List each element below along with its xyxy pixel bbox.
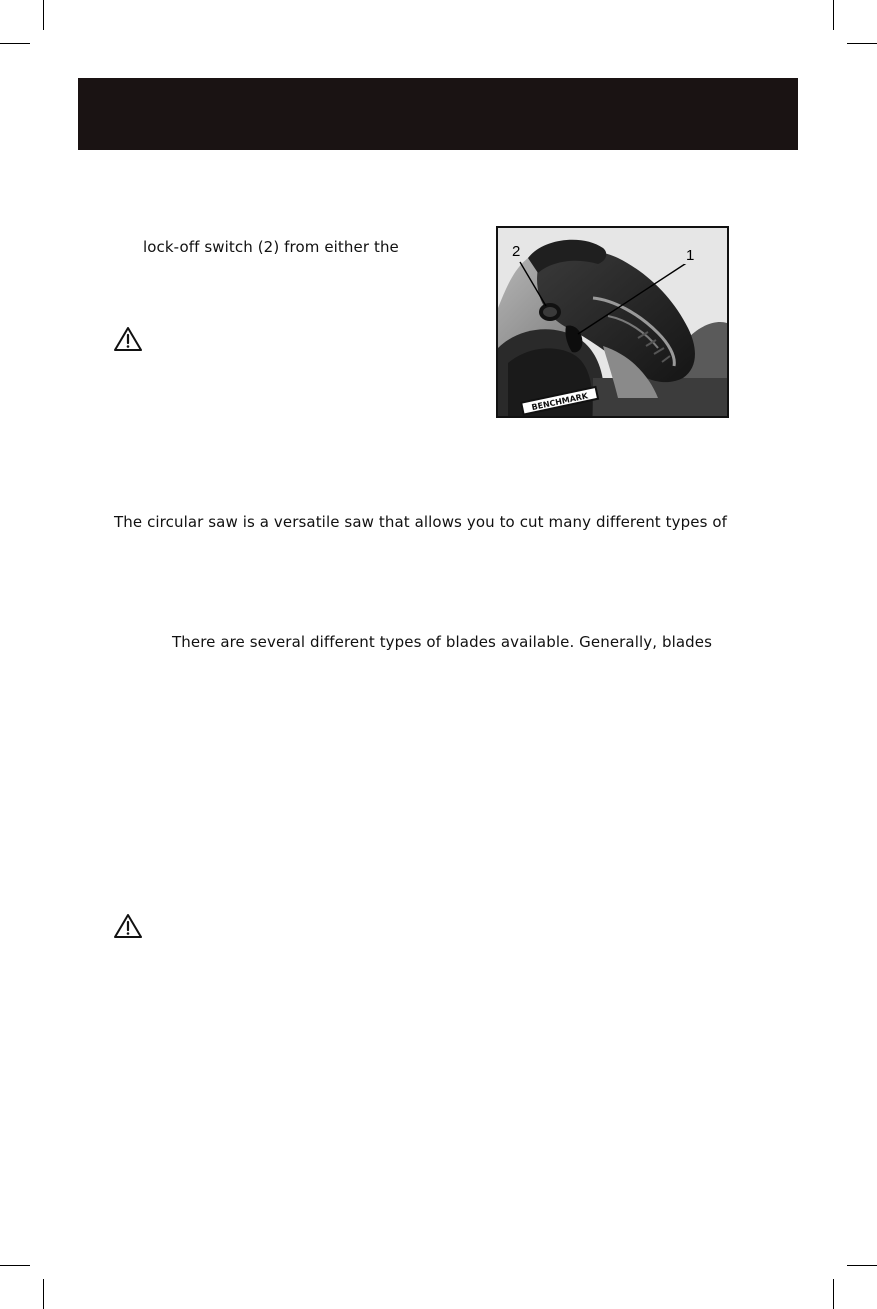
crop-mark-bottom-right-v (833, 1279, 834, 1309)
callout-2: 2 (512, 243, 521, 260)
blade-paragraph-text: There are several different types of blades available. Generally, blades (172, 633, 713, 651)
crop-mark-bottom-right-h (847, 1265, 877, 1266)
crop-mark-top-left-v (43, 0, 44, 30)
warning-triangle-icon (113, 913, 143, 939)
figure-brand-label: BENCHMARK (530, 391, 589, 413)
section-header-bar (78, 78, 798, 150)
saw-handle-figure (496, 226, 729, 418)
warning-triangle-icon (113, 326, 143, 352)
crop-mark-top-left-h (0, 43, 30, 44)
lock-off-switch-text: lock-off switch (2) from either the (143, 238, 399, 256)
intro-paragraph-text: The circular saw is a versatile saw that allows you to cut many different types of (114, 513, 728, 531)
crop-mark-top-right-v (833, 0, 834, 30)
crop-mark-bottom-left-v (43, 1279, 44, 1309)
crop-mark-top-right-h (847, 43, 877, 44)
crop-mark-bottom-left-h (0, 1265, 30, 1266)
callout-1: 1 (686, 247, 695, 264)
